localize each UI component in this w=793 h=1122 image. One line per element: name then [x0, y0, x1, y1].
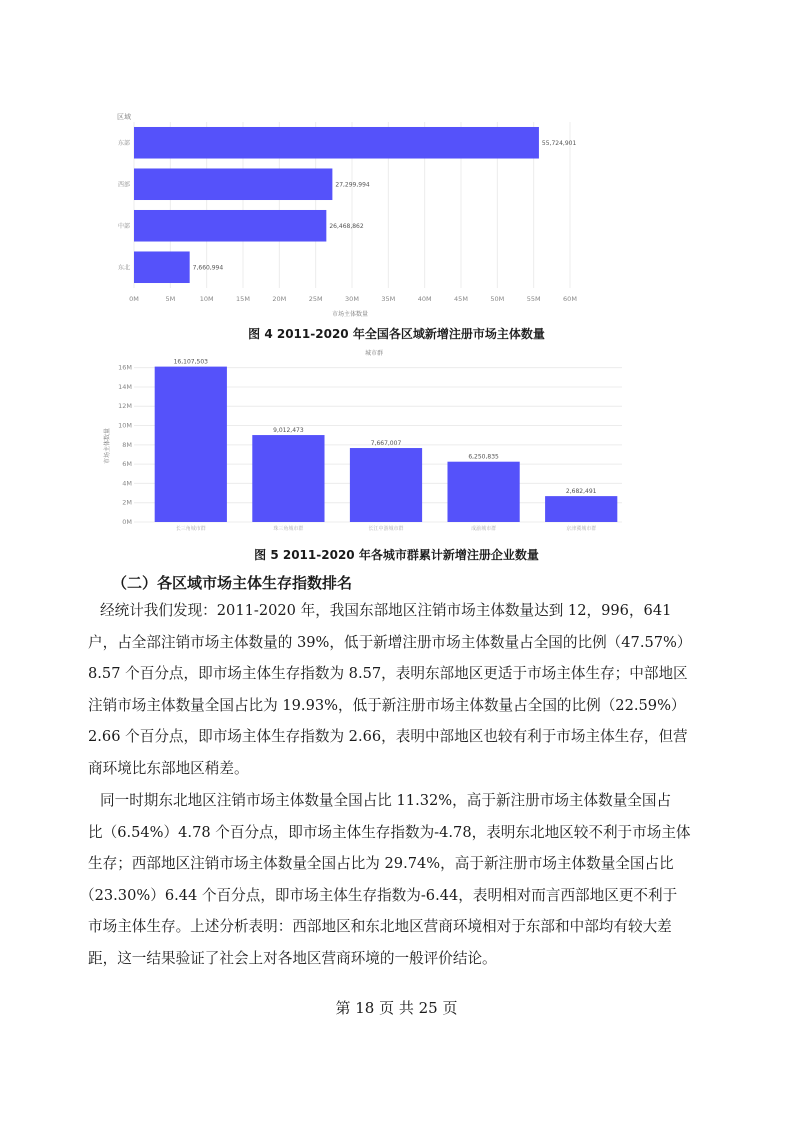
paragraph-1 — [88, 595, 724, 784]
bar-西部 — [134, 168, 332, 200]
category-label: 中部 — [117, 222, 130, 230]
paragraph-2 — [80, 785, 724, 974]
page-footer: 第 18 页 共 25 页 — [335, 999, 458, 1017]
value-label: 2,682,491 — [565, 488, 597, 496]
category-label: 东部 — [117, 139, 130, 147]
bar-成渝城市群 — [447, 462, 519, 522]
x-tick-label: 50M — [490, 295, 505, 303]
x-tick-label: 20M — [272, 295, 287, 303]
y-tick-label: 10M — [118, 421, 132, 430]
value-label: 55,724,901 — [541, 139, 577, 147]
y-tick-label: 12M — [118, 402, 132, 411]
paragraph-line: 生存；西部地区注销市场主体数量全国占比为 29.74%，高于新注册市场主体数量全国占比 — [88, 855, 674, 872]
bar-京津冀城市群 — [545, 496, 617, 522]
category-label: 东北 — [117, 264, 130, 272]
x-tick-label: 55M — [526, 295, 541, 303]
section-heading: （二）各区域市场主体生存指数排名 — [112, 574, 353, 592]
value-label: 16,107,503 — [173, 358, 208, 366]
value-label: 6,250,835 — [468, 453, 499, 461]
paragraph-line: 8.57 个百分点，即市场主体生存指数为 8.57，表明东部地区更适于市场主体生存；中部地区 — [88, 665, 688, 682]
bar-珠三角城市群 — [252, 435, 324, 522]
category-label: 长三角城市群 — [175, 526, 206, 532]
y-tick-label: 4M — [122, 479, 132, 488]
bar-长江中游城市群 — [350, 448, 422, 522]
category-label: 珠三角城市群 — [273, 526, 304, 532]
bar-中部 — [134, 210, 326, 242]
paragraph-line: 经统计我们发现：2011-2020 年，我国东部地区注销市场主体数量达到 12，996，641 — [100, 602, 672, 619]
x-tick-label: 40M — [417, 295, 432, 303]
paragraph-line: 比（6.54%）4.78 个百分点，即市场主体生存指数为-4.78，表明东北地区较不利于市场主体 — [88, 823, 691, 841]
x-tick-label: 30M — [345, 295, 359, 303]
region-x-axis-label: 市场主体数量 — [331, 311, 369, 318]
y-tick-label: 2M — [122, 498, 132, 507]
category-label: 成渝城市群 — [471, 526, 497, 532]
category-label: 西部 — [117, 181, 130, 189]
paragraph-line: 市场主体生存。上述分析表明：西部地区和东北地区营商环境相对于东部和中部均有较大差 — [88, 918, 672, 935]
x-tick-label: 5M — [165, 295, 176, 303]
y-tick-label: 14M — [118, 382, 132, 391]
x-tick-label: 35M — [381, 295, 396, 303]
category-label: 长江中游城市群 — [368, 526, 404, 532]
paragraph-line: 户，占全部注销市场主体数量的 39%，低于新增注册市场主体数量占全国的比例（47.57%） — [88, 633, 692, 651]
figure5-caption: 图 5 2011-2020 年各城市群累计新增注册企业数量 — [254, 548, 539, 562]
x-tick-label: 45M — [454, 295, 468, 303]
y-tick-label: 8M — [122, 440, 132, 449]
city-cluster-bar-chart — [92, 346, 632, 532]
city-y-axis-label: 市场主体数量 — [104, 427, 111, 465]
paragraph-line: 商环境比东部地区稍差。 — [88, 759, 249, 777]
paragraph-line: 2.66 个百分点，即市场主体生存指数为 2.66，表明中部地区也较有利于市场主体生存，但营 — [88, 728, 688, 745]
value-label: 27,299,994 — [335, 181, 370, 189]
value-label: 26,468,862 — [329, 222, 364, 230]
bar-东部 — [134, 127, 539, 159]
y-tick-label: 6M — [122, 460, 132, 469]
figure4-caption: 图 4 2011-2020 年全国各区域新增注册市场主体数量 — [248, 327, 545, 341]
paragraph-line: 距，这一结果验证了社会上对各地区营商环境的一般评价结论。 — [88, 949, 497, 967]
value-label: 7,660,994 — [192, 264, 224, 272]
value-label: 7,667,007 — [370, 440, 402, 448]
value-label: 9,012,473 — [273, 427, 304, 435]
x-tick-label: 15M — [236, 295, 250, 303]
bar-长三角城市群 — [155, 367, 227, 522]
category-label: 京津冀城市群 — [566, 526, 597, 532]
y-tick-label: 0M — [122, 518, 132, 526]
city-chart-title: 城市群 — [364, 350, 384, 357]
paragraph-line: （23.30%）6.44 个百分点，即市场主体生存指数为-6.44，表明相对而言西部地区更不利于 — [80, 886, 678, 904]
bar-东北 — [134, 251, 190, 283]
paragraph-line: 注销市场主体数量全国占比为 19.93%，低于新注册市场主体数量占全国的比例（22.59%） — [88, 696, 686, 714]
paragraph-line: 同一时期东北地区注销市场主体数量全国占比 11.32%，高于新注册市场主体数量全国占 — [100, 792, 672, 809]
x-tick-label: 0M — [129, 295, 139, 303]
region-bar-chart — [105, 108, 595, 320]
region-legend-title: 区域 — [117, 113, 131, 121]
x-tick-label: 60M — [563, 295, 577, 303]
x-tick-label: 10M — [199, 295, 214, 303]
y-tick-label: 16M — [118, 363, 132, 372]
x-tick-label: 25M — [308, 295, 323, 303]
